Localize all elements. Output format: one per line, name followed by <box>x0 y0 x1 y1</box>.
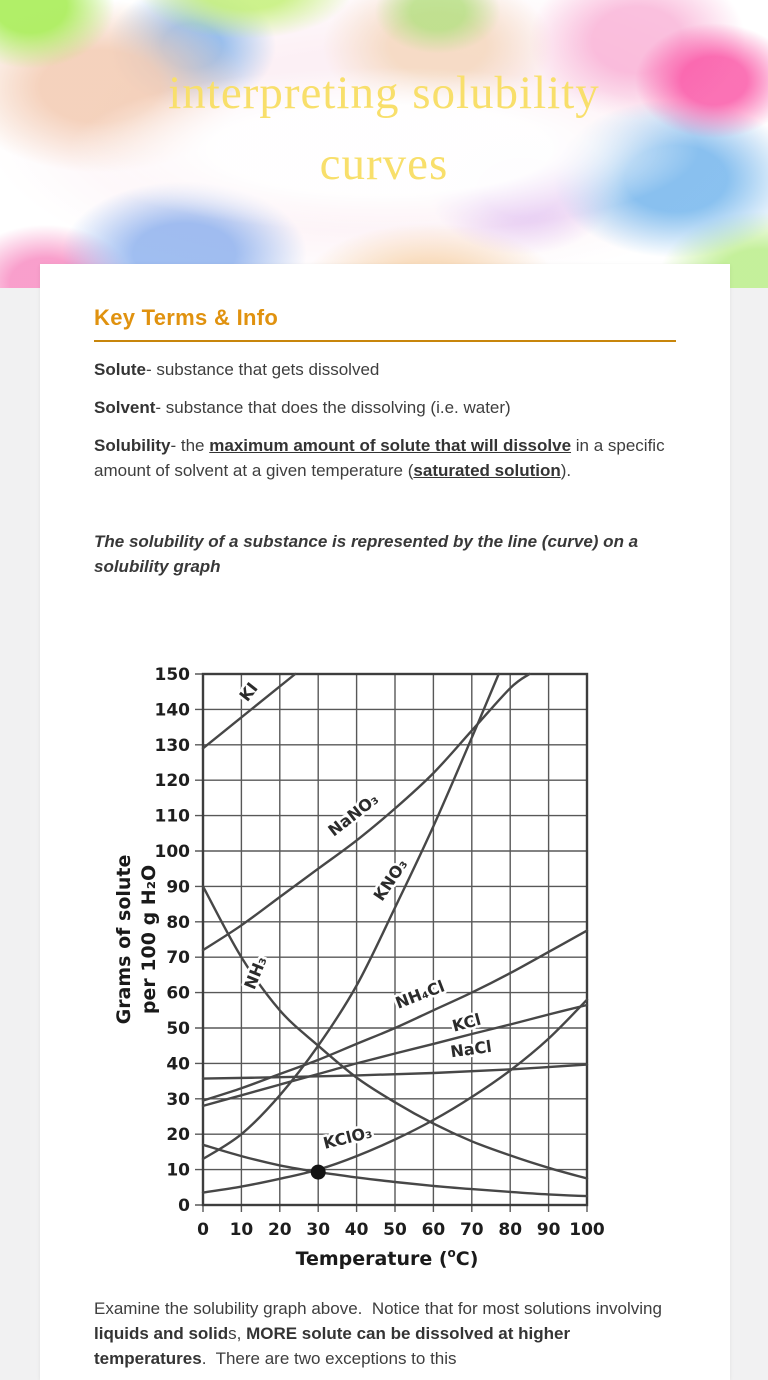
svg-text:30: 30 <box>166 1089 190 1110</box>
section-heading: Key Terms & Info <box>94 305 279 330</box>
svg-text:90: 90 <box>166 877 190 898</box>
svg-text:70: 70 <box>459 1220 484 1240</box>
section-heading-rule <box>94 340 676 342</box>
svg-text:NaCl: NaCl <box>449 1036 493 1062</box>
bold-phrase-more-solute: MORE solute can be dissolved at higher temperatures <box>94 1324 575 1368</box>
svg-text:NH₃: NH₃ <box>240 953 271 993</box>
svg-text:40: 40 <box>166 1054 190 1075</box>
svg-text:50: 50 <box>166 1019 190 1039</box>
svg-text:30: 30 <box>306 1220 331 1240</box>
svg-text:90: 90 <box>536 1220 561 1240</box>
bold-phrase-liquids-solids: liquids and solid <box>94 1324 229 1343</box>
examine-paragraph <box>94 1296 676 1371</box>
svg-text:Temperature (oC): Temperature ($^o$C) <box>295 1246 479 1270</box>
svg-text:KNO₃: KNO₃ <box>369 855 412 905</box>
svg-text:130: 130 <box>154 735 190 756</box>
svg-text:40: 40 <box>344 1220 369 1240</box>
svg-text:KCl: KCl <box>450 1009 483 1036</box>
svg-text:80: 80 <box>498 1220 523 1240</box>
term-solute: Solute <box>94 360 146 379</box>
svg-text:60: 60 <box>421 1220 446 1240</box>
examine-text-3: . There are two exceptions to this <box>201 1349 457 1368</box>
page-title <box>0 58 768 200</box>
svg-text:Grams of solute: Grams of solute <box>113 854 135 1025</box>
svg-text:20: 20 <box>166 1125 190 1146</box>
term-solvent: Solvent <box>94 398 156 417</box>
solubility-curves-svg <box>108 664 610 1276</box>
solubility-graph-figure <box>108 664 610 1281</box>
svg-text:KI: KI <box>235 678 262 705</box>
solubility-statement: The solubility of a substance is represented by the line (curve) on a solubility graph <box>94 532 643 576</box>
svg-text:NH₄Cl: NH₄Cl <box>392 976 448 1013</box>
svg-text:100: 100 <box>569 1220 605 1240</box>
svg-text:150: 150 <box>154 665 190 685</box>
definition-solute <box>94 357 676 382</box>
examine-text-1: Examine the solubility graph above. Notice that for most solutions involving <box>94 1299 667 1318</box>
term-solubility: Solubility <box>94 436 171 455</box>
svg-text:per 100 g H₂O: per 100 g H₂O <box>138 864 160 1015</box>
svg-text:120: 120 <box>154 771 190 792</box>
svg-text:60: 60 <box>166 983 190 1004</box>
marked-data-point <box>311 1165 326 1180</box>
svg-text:NaNO₃: NaNO₃ <box>324 789 382 841</box>
definition-solubility-text-3: ). <box>560 461 572 480</box>
svg-text:50: 50 <box>383 1220 407 1240</box>
content-card <box>40 264 730 1380</box>
svg-text:100: 100 <box>154 842 190 862</box>
page-title-line-2: curves <box>319 138 449 190</box>
definition-solubility <box>94 433 676 483</box>
svg-text:0: 0 <box>197 1220 209 1240</box>
definition-solute-text: - substance that gets dissolved <box>145 360 380 379</box>
svg-text:20: 20 <box>267 1220 292 1240</box>
svg-text:10: 10 <box>229 1220 254 1240</box>
svg-text:KClO₃: KClO₃ <box>321 1122 374 1153</box>
svg-text:110: 110 <box>154 806 190 827</box>
watercolor-header-banner <box>0 0 768 288</box>
definition-solubility-text-1: - the <box>170 436 210 455</box>
svg-text:80: 80 <box>166 912 190 933</box>
svg-text:70: 70 <box>166 948 190 969</box>
definition-solubility-text-2: in a specific amount of solvent at a given temperature ( <box>94 436 670 480</box>
svg-text:140: 140 <box>154 700 190 721</box>
svg-text:0: 0 <box>178 1196 190 1216</box>
examine-text-2: s, <box>228 1324 247 1343</box>
underlined-phrase-max-amount: maximum amount of solute that will dissolve <box>209 436 572 455</box>
definition-solvent-text: - substance that does the dissolving (i.e. water) <box>155 398 511 417</box>
page-title-line-1: interpreting solubility <box>168 67 600 119</box>
definition-solvent <box>94 395 676 420</box>
underlined-phrase-saturated-solution: saturated solution <box>413 461 561 480</box>
svg-text:10: 10 <box>166 1160 190 1181</box>
solubility-chart <box>108 664 610 1281</box>
